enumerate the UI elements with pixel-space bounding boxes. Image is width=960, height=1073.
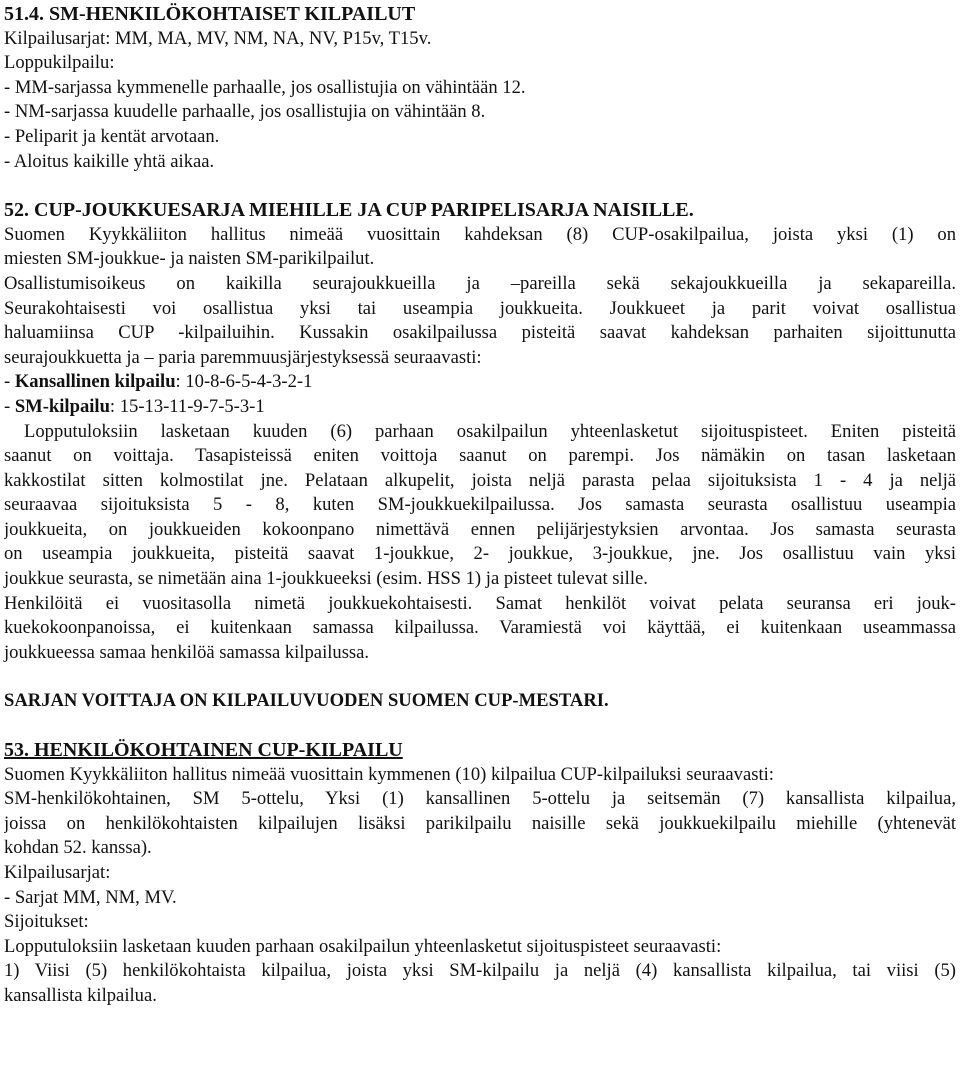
points-national-value: : 10-8-6-5-4-3-2-1 bbox=[175, 371, 313, 393]
section-heading-53: 53. HENKILÖKOHTAINEN CUP-KILPAILU bbox=[4, 739, 403, 762]
series-line: Kilpailusarjat: MM, MA, MV, NM, NA, NV, P15v, T15v. bbox=[4, 27, 432, 49]
rule-line: 1) Viisi (5) henkilökohtaista kilpailua, joista yksi SM-kilpailu ja neljä (4) kansallista kilpailua, tai viisi (5) bbox=[4, 960, 956, 982]
series-label: Kilpailusarjat: bbox=[4, 862, 111, 883]
points-national: - Kansallinen kilpailu: 10-8-6-5-4-3-2-1 bbox=[4, 371, 313, 393]
paragraph-line: Suomen Kyykkäliiton hallitus nimeää vuosittain kymmenen (10) kilpailua CUP-kilpailuksi seuraavasti: bbox=[4, 763, 774, 785]
paragraph-line: joukkueita, on joukkueiden kokoonpano nimettävä ennen pelijärjestyksien arvontaa. Jos samasta seurasta bbox=[4, 518, 956, 540]
paragraph-line: Seurakohtaisesti voi osallistua yksi tai useampia joukkueita. Joukkueet ja parit voivat osallistua bbox=[4, 297, 956, 319]
paragraph-line: Suomen Kyykkäliiton hallitus nimeää vuosittain kahdeksan (8) CUP-osakilpailua, joista yksi (1) on bbox=[4, 223, 956, 245]
list-item: - NM-sarjassa kuudelle parhaalle, jos osallistujia on vähintään 8. bbox=[4, 101, 486, 123]
final-label: Loppukilpailu: bbox=[4, 52, 115, 74]
section-heading-52: 52. CUP-JOUKKUESARJA MIEHILLE JA CUP PARIPELISARJA NAISILLE. bbox=[4, 199, 694, 222]
paragraph-line: miesten SM-joukkue- ja naisten SM-parikilpailut. bbox=[4, 248, 375, 270]
paragraph-line: kuekokoonpanoissa, ei kuitenkaan samassa kilpailussa. Varamiestä voi käyttää, ei kuitenkaan useammassa bbox=[4, 617, 956, 639]
winner-statement: SARJAN VOITTAJA ON KILPAILUVUODEN SUOMEN CUP-MESTARI. bbox=[4, 690, 609, 712]
paragraph-line: joukkue seurasta, se nimetään aina 1-joukkueeksi (esim. HSS 1) ja pisteet tulevat sille. bbox=[4, 568, 648, 590]
paragraph-line: Lopputuloksiin lasketaan kuuden (6) parhaan osakilpailun yhteenlasketut sijoituspisteet. Eniten pisteitä bbox=[24, 420, 956, 442]
points-sm-label: SM-kilpailu bbox=[14, 395, 110, 417]
points-sm-value: : 15-13-11-9-7-5-3-1 bbox=[109, 395, 265, 417]
paragraph-line: Osallistumisoikeus on kaikilla seurajoukkueilla ja –pareilla sekä sekajoukkueilla ja sekapareilla. bbox=[4, 272, 956, 294]
placings-text: Lopputuloksiin lasketaan kuuden parhaan osakilpailun yhteenlasketut sijoituspisteet seuraavasti: bbox=[4, 935, 722, 957]
document-page bbox=[4, 2, 956, 1009]
paragraph-line: kohdan 52. kanssa). bbox=[4, 837, 152, 859]
series-value: - Sarjat MM, NM, MV. bbox=[4, 886, 177, 908]
paragraph-line: kakkostilat sitten kolmostilat jne. Pelataan alkupelit, joista neljä parasta pelaa sijoituksista 1 - 4 ja neljä bbox=[4, 469, 956, 491]
paragraph-line: saanut on voittaja. Tasapisteissä eniten voittoja saanut on parempi. Jos nämäkin on tasan lasketaan bbox=[4, 445, 956, 467]
list-item: - Aloitus kaikille yhtä aikaa. bbox=[4, 150, 215, 172]
list-item: - MM-sarjassa kymmenelle parhaalle, jos osallistujia on vähintään 12. bbox=[4, 76, 526, 98]
paragraph-line: haluamiinsa CUP -kilpailuihin. Kussakin osakilpailussa pisteitä saavat kahdeksan parhaiten sijoittunutta bbox=[4, 322, 956, 344]
section-heading-51-4: 51.4. SM-HENKILÖKOHTAISET KILPAILUT bbox=[4, 3, 416, 25]
paragraph-line: seuraavaa sijoituksista 5 - 8, kuten SM-joukkuekilpailussa. Jos samasta seurasta osallistuu useampia bbox=[4, 494, 956, 516]
paragraph-line: seurajoukkuetta ja – paria paremmuusjärjestyksessä seuraavasti: bbox=[4, 346, 482, 368]
rule-line: kansallista kilpailua. bbox=[4, 984, 157, 1006]
placings-label: Sijoitukset: bbox=[4, 911, 89, 933]
list-item: - Peliparit ja kentät arvotaan. bbox=[4, 125, 220, 147]
paragraph-line: joukkueessa samaa henkilöä samassa kilpailussa. bbox=[4, 641, 370, 663]
points-national-label: Kansallinen kilpailu bbox=[14, 371, 176, 393]
paragraph-line: joissa on henkilökohtaisten kilpailujen lisäksi parikilpailu naisille sekä joukkuekilpailu miehille (yhtenevät bbox=[4, 812, 956, 834]
paragraph-line: SM-henkilökohtainen, SM 5-ottelu, Yksi (1) kansallinen 5-ottelu ja seitsemän (7) kansallista kilpailua, bbox=[4, 788, 956, 810]
paragraph-line: on useampia joukkueita, pisteitä saavat 1-joukkue, 2- joukkue, 3-joukkue, jne. Jos osallistuu vain yksi bbox=[4, 543, 956, 565]
paragraph-line: Henkilöitä ei vuositasolla nimetä joukkuekohtaisesti. Samat henkilöt voivat pelata seuransa eri jouk- bbox=[4, 592, 956, 614]
points-sm: - SM-kilpailu: 15-13-11-9-7-5-3-1 bbox=[4, 395, 265, 417]
